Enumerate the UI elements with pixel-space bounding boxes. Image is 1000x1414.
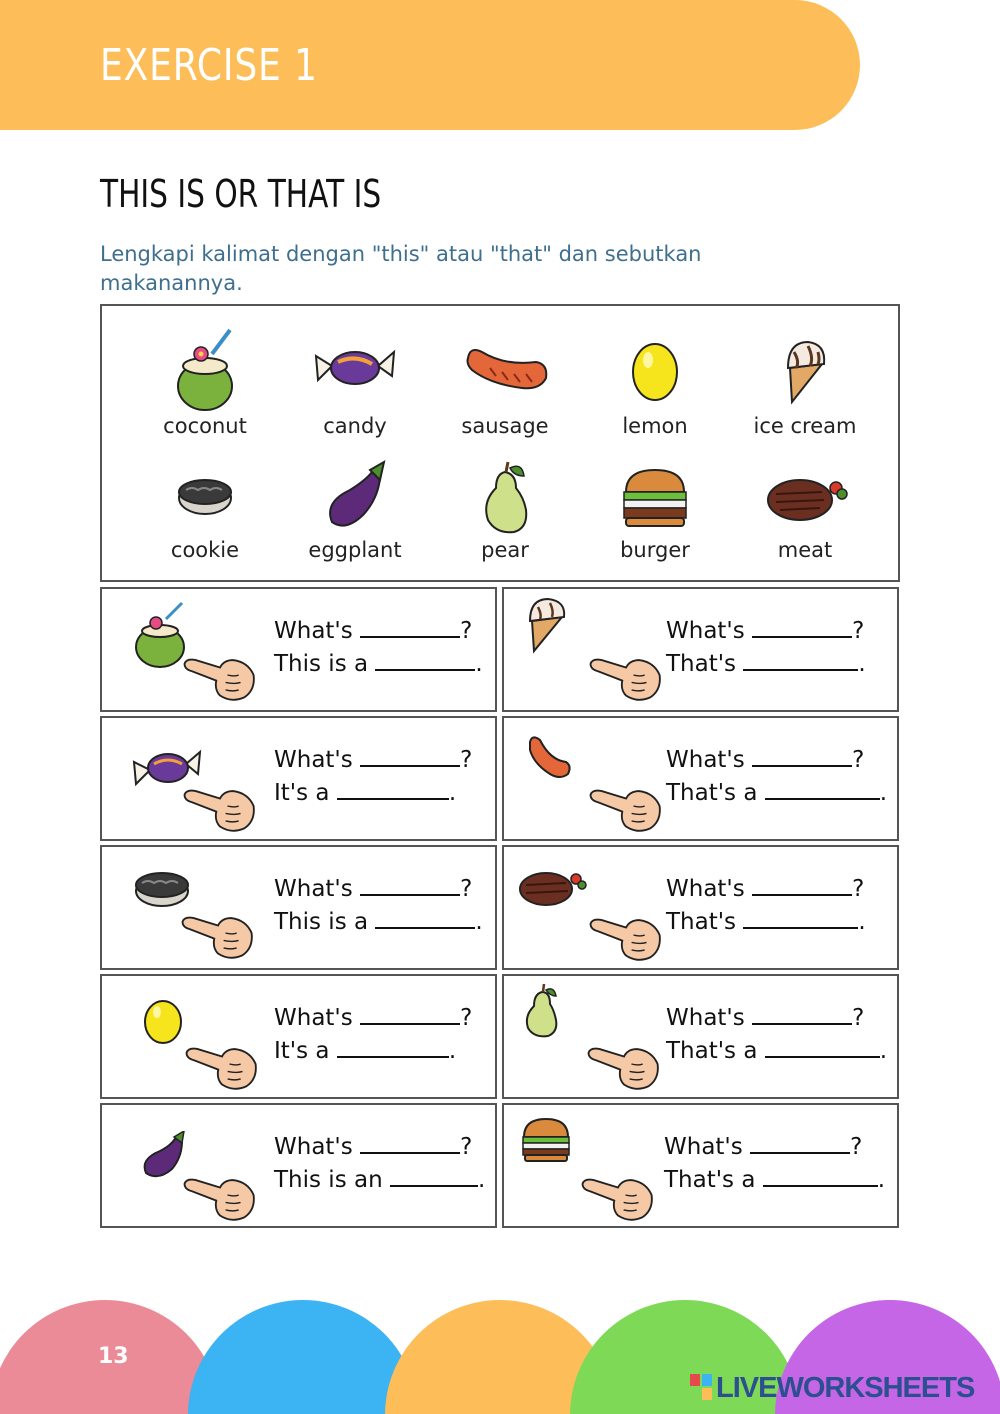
question-mark: ?	[460, 747, 473, 773]
word-bank-item	[580, 458, 730, 562]
pointing-hand-icon	[182, 778, 258, 834]
word-bank-item	[430, 324, 580, 438]
pointing-hand-icon	[180, 905, 256, 961]
word-label: coconut	[163, 414, 247, 438]
question-prefix: What's	[274, 618, 353, 644]
answer-blank[interactable]	[360, 745, 460, 767]
exercise-card	[100, 845, 497, 970]
question-mark: ?	[850, 1134, 863, 1160]
question-mark: ?	[852, 1005, 865, 1031]
answer-blank[interactable]	[375, 907, 475, 929]
answer-blank[interactable]	[337, 1036, 449, 1058]
word-bank-item	[280, 458, 430, 562]
answer-prefix: That's a	[666, 780, 758, 806]
question-prefix: What's	[274, 1134, 353, 1160]
word-label: ice cream	[753, 414, 857, 438]
sentence-lines	[274, 1002, 472, 1068]
word-label: cookie	[170, 538, 240, 562]
question-mark: ?	[852, 876, 865, 902]
answer-blank[interactable]	[360, 1132, 460, 1154]
answer-prefix: That's	[666, 909, 737, 935]
sentence-lines	[666, 615, 866, 681]
period: .	[879, 1038, 888, 1064]
sausage-icon	[524, 734, 574, 780]
answer-blank[interactable]	[752, 874, 852, 896]
exercise-card	[100, 587, 497, 712]
question-mark: ?	[852, 747, 865, 773]
sentence-lines	[274, 615, 483, 681]
question-mark: ?	[460, 876, 473, 902]
sentence-lines	[666, 873, 866, 939]
question-mark: ?	[460, 618, 473, 644]
pointing-hand-icon	[182, 647, 258, 703]
lemon-icon	[580, 324, 730, 414]
period: .	[475, 909, 483, 935]
pointing-hand-icon	[586, 1036, 662, 1092]
question-prefix: What's	[664, 1134, 743, 1160]
page-number: 13	[98, 1344, 129, 1369]
word-label: sausage	[461, 414, 549, 438]
answer-blank[interactable]	[337, 778, 449, 800]
pointing-hand-icon	[580, 1167, 656, 1223]
pointing-hand-icon	[182, 1167, 258, 1223]
answer-prefix: It's a	[274, 780, 330, 806]
word-label: eggplant	[308, 538, 402, 562]
answer-prefix: That's a	[666, 1038, 758, 1064]
question-mark: ?	[460, 1005, 473, 1031]
pear-icon	[522, 984, 562, 1040]
word-label: candy	[323, 414, 387, 438]
ice-cream-icon	[526, 597, 572, 657]
period: .	[477, 1167, 486, 1193]
answer-blank[interactable]	[360, 874, 460, 896]
answer-blank[interactable]	[375, 649, 475, 671]
word-bank-item	[130, 458, 280, 562]
header-banner	[0, 0, 860, 130]
answer-blank[interactable]	[752, 616, 852, 638]
word-bank-item	[280, 324, 430, 438]
lemon-icon	[142, 998, 184, 1046]
exercise-card	[100, 716, 497, 841]
answer-prefix: It's a	[274, 1038, 330, 1064]
answer-blank[interactable]	[752, 1003, 852, 1025]
sentence-lines	[274, 744, 472, 810]
word-label: burger	[620, 538, 690, 562]
exercise-card	[502, 845, 899, 970]
answer-blank[interactable]	[765, 778, 880, 800]
word-bank-item	[430, 458, 580, 562]
answer-blank[interactable]	[750, 1132, 850, 1154]
pointing-hand-icon	[588, 907, 664, 963]
pointing-hand-icon	[588, 778, 664, 834]
pear-icon	[430, 458, 580, 538]
answer-prefix: This is an	[274, 1167, 383, 1193]
question-prefix: What's	[274, 876, 353, 902]
period: .	[877, 1167, 886, 1193]
ice-cream-icon	[730, 324, 880, 414]
eggplant-icon	[280, 458, 430, 538]
sausage-icon	[430, 324, 580, 414]
pointing-hand-icon	[588, 647, 664, 703]
meat-icon	[516, 865, 588, 909]
exercise-card	[100, 1103, 497, 1228]
liveworksheets-logo-icon	[690, 1374, 712, 1400]
section-title: THIS IS OR THAT IS	[100, 172, 382, 216]
answer-blank[interactable]	[390, 1165, 478, 1187]
meat-icon	[730, 458, 880, 538]
question-mark: ?	[852, 618, 865, 644]
answer-prefix: This is a	[274, 651, 369, 677]
word-label: meat	[777, 538, 833, 562]
word-bank-item	[730, 324, 880, 438]
liveworksheets-logo[interactable]	[690, 1372, 974, 1405]
question-prefix: What's	[666, 618, 745, 644]
answer-prefix: That's	[666, 651, 737, 677]
question-prefix: What's	[666, 876, 745, 902]
coconut-icon	[130, 324, 280, 414]
cookie-icon	[130, 458, 280, 538]
answer-blank[interactable]	[743, 907, 858, 929]
instruction-text: Lengkapi kalimat dengan "this" atau "that" dan sebutkan makanannya.	[100, 242, 702, 295]
exercise-card	[502, 587, 899, 712]
answer-blank[interactable]	[765, 1036, 880, 1058]
period: .	[879, 780, 888, 806]
burger-icon	[580, 458, 730, 538]
page-title: EXERCISE 1	[100, 40, 318, 91]
period: .	[448, 1038, 457, 1064]
word-bank-item	[580, 324, 730, 438]
period: .	[475, 651, 483, 677]
sentence-lines	[666, 1002, 887, 1068]
word-bank-item	[730, 458, 880, 562]
question-mark: ?	[460, 1134, 473, 1160]
sentence-lines	[274, 873, 483, 939]
answer-blank[interactable]	[360, 616, 460, 638]
answer-prefix: That's a	[664, 1167, 756, 1193]
exercise-card	[502, 1103, 899, 1228]
logo-text: LIVEWORKSHEETS	[716, 1372, 975, 1404]
word-bank	[100, 304, 900, 582]
exercise-card	[100, 974, 497, 1099]
burger-icon	[520, 1117, 572, 1163]
word-label: lemon	[622, 414, 688, 438]
answer-prefix: This is a	[274, 909, 369, 935]
question-prefix: What's	[666, 1005, 745, 1031]
exercise-card	[502, 716, 899, 841]
question-prefix: What's	[274, 1005, 353, 1031]
sentence-lines	[664, 1131, 885, 1197]
pointing-hand-icon	[184, 1036, 260, 1092]
question-prefix: What's	[666, 747, 745, 773]
word-label: pear	[481, 538, 529, 562]
period: .	[448, 780, 457, 806]
question-prefix: What's	[274, 747, 353, 773]
exercise-card	[502, 974, 899, 1099]
answer-blank[interactable]	[360, 1003, 460, 1025]
sentence-lines	[274, 1131, 485, 1197]
answer-blank[interactable]	[743, 649, 858, 671]
footer-circle-blue	[188, 1300, 418, 1414]
answer-blank[interactable]	[752, 745, 852, 767]
period: .	[858, 651, 866, 677]
answer-blank[interactable]	[763, 1165, 878, 1187]
sentence-lines	[666, 744, 887, 810]
candy-icon	[280, 324, 430, 414]
period: .	[858, 909, 866, 935]
word-bank-item	[130, 324, 280, 438]
